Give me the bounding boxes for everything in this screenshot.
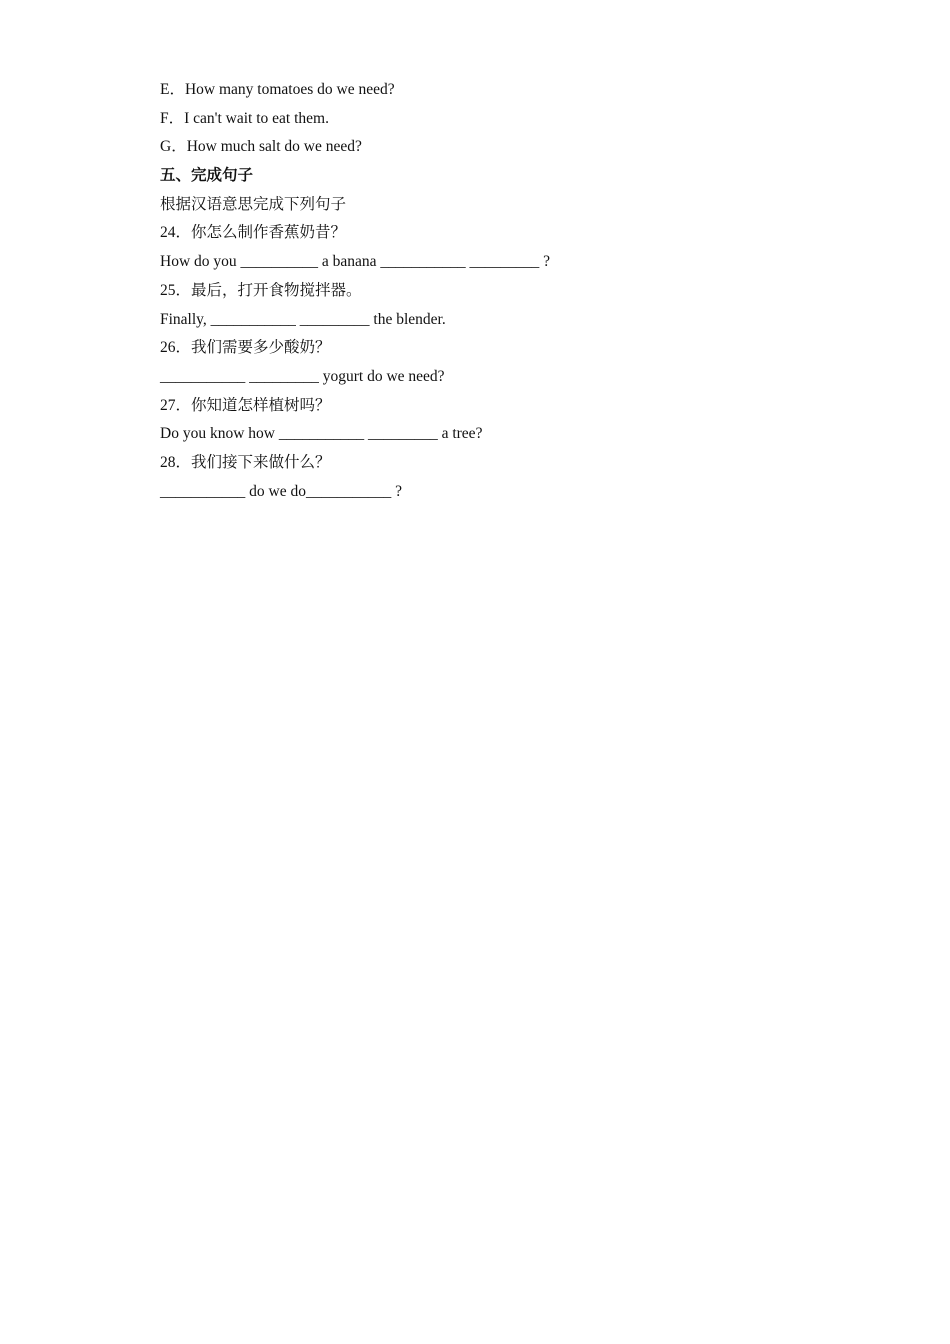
option-g: G．How much salt do we need? (160, 138, 362, 156)
question-26-sentence: ___________ _________ yogurt do we need? (160, 367, 445, 385)
question-28-prompt: 28．我们接下来做什么？ (160, 453, 331, 471)
worksheet-page (160, 76, 800, 506)
question-26-prompt: 26．我们需要多少酸奶？ (160, 339, 331, 357)
question-27-prompt: 27．你知道怎样植树吗？ (160, 396, 331, 414)
question-27-sentence: Do you know how ___________ _________ a tree? (160, 425, 483, 443)
question-28-sentence: ___________ do we do___________ ? (160, 482, 402, 500)
option-f: F．I can't wait to eat them. (160, 109, 329, 127)
question-25-sentence: Finally, ___________ _________ the blender. (160, 310, 446, 328)
question-25-prompt: 25．最后，打开食物搅拌器。 (160, 281, 362, 299)
section-title: 五、完成句子 (160, 167, 254, 185)
section-instruction: 根据汉语意思完成下列句子 (160, 195, 347, 213)
question-24-prompt: 24．你怎么制作香蕉奶昔？ (160, 224, 347, 242)
option-e: E．How many tomatoes do we need? (160, 81, 395, 98)
question-24-sentence: How do you __________ a banana ___________ _________ ? (160, 253, 551, 271)
